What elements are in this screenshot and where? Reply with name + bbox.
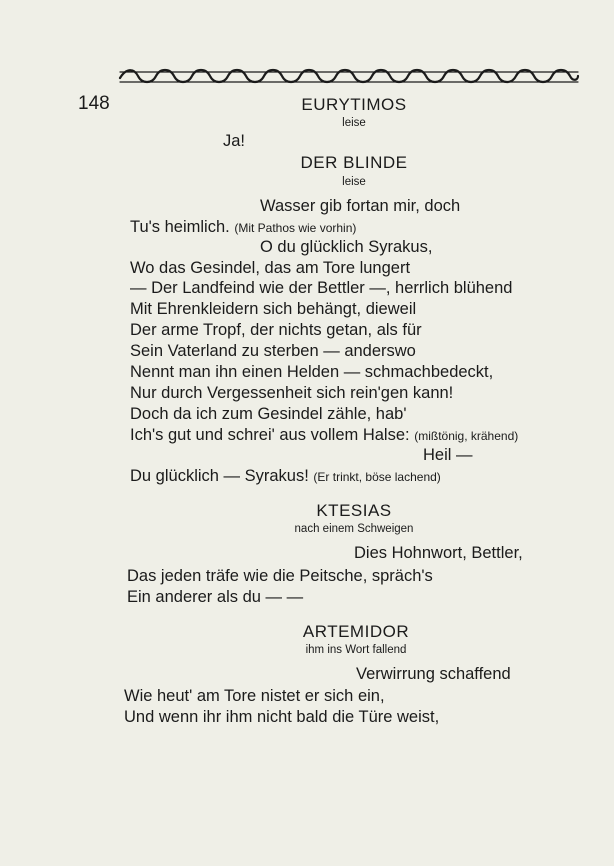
- stage-direction: leise: [342, 117, 366, 129]
- verse-line: [130, 426, 518, 445]
- verse-line: Verwirrung schaffend: [356, 665, 511, 683]
- stage-direction: ihm ins Wort fallend: [305, 644, 407, 656]
- stage-direction: nach einem Schweigen: [294, 523, 414, 535]
- verse-text: Du glücklich — Syrakus!: [130, 467, 309, 485]
- verse-line: Wasser gib fortan mir, doch: [260, 197, 461, 215]
- verse-line: Wo das Gesindel, das am Tore lungert: [130, 259, 411, 277]
- verse-line: Dies Hohnwort, Bettler,: [354, 544, 523, 562]
- verse-line: — Der Landfeind wie der Bettler —, herrlich blühend: [130, 279, 513, 297]
- verse-line: Nur durch Vergessenheit sich rein'gen kann!: [130, 384, 454, 402]
- speaker-name: EURYTIMOS: [301, 95, 407, 114]
- speaker-name: ARTEMIDOR: [302, 622, 410, 641]
- verse-text: Tu's heimlich.: [130, 218, 230, 236]
- verse-line: Und wenn ihr ihm nicht bald die Türe weist,: [124, 708, 440, 726]
- inline-stage-direction: (Mit Pathos wie vorhin): [234, 221, 357, 235]
- speaker-name: KTESIAS: [316, 501, 392, 520]
- page-number: 148: [78, 93, 110, 114]
- verse-line: O du glücklich Syrakus,: [260, 238, 433, 256]
- speaker-name: DER BLINDE: [300, 153, 408, 172]
- verse-line: Mit Ehrenkleidern sich behängt, dieweil: [130, 300, 417, 318]
- verse-line: Sein Vaterland zu sterben — anderswo: [130, 342, 416, 360]
- verse-line: Der arme Tropf, der nichts getan, als für: [130, 321, 422, 339]
- verse-line: Ja!: [223, 132, 246, 150]
- verse-line: Doch da ich zum Gesindel zähle, hab': [130, 405, 407, 423]
- verse-line: Ein anderer als du — —: [127, 588, 304, 606]
- verse-line: Heil —: [423, 446, 473, 464]
- verse-line: Wie heut' am Tore nistet er sich ein,: [124, 687, 385, 705]
- inline-stage-direction: (mißtönig, krähend): [414, 429, 519, 443]
- verse-line: Das jeden träfe wie die Peitsche, spräch's: [127, 567, 433, 585]
- verse-line: [130, 467, 441, 486]
- verse-text: Ich's gut und schrei' aus vollem Halse:: [130, 426, 410, 444]
- inline-stage-direction: (Er trinkt, böse lachend): [313, 470, 441, 484]
- stage-direction: leise: [342, 176, 366, 188]
- verse-line: [130, 218, 356, 237]
- decorative-border-ornament: [118, 66, 580, 88]
- verse-line: Nennt man ihn einen Helden — schmachbedeckt,: [130, 363, 494, 381]
